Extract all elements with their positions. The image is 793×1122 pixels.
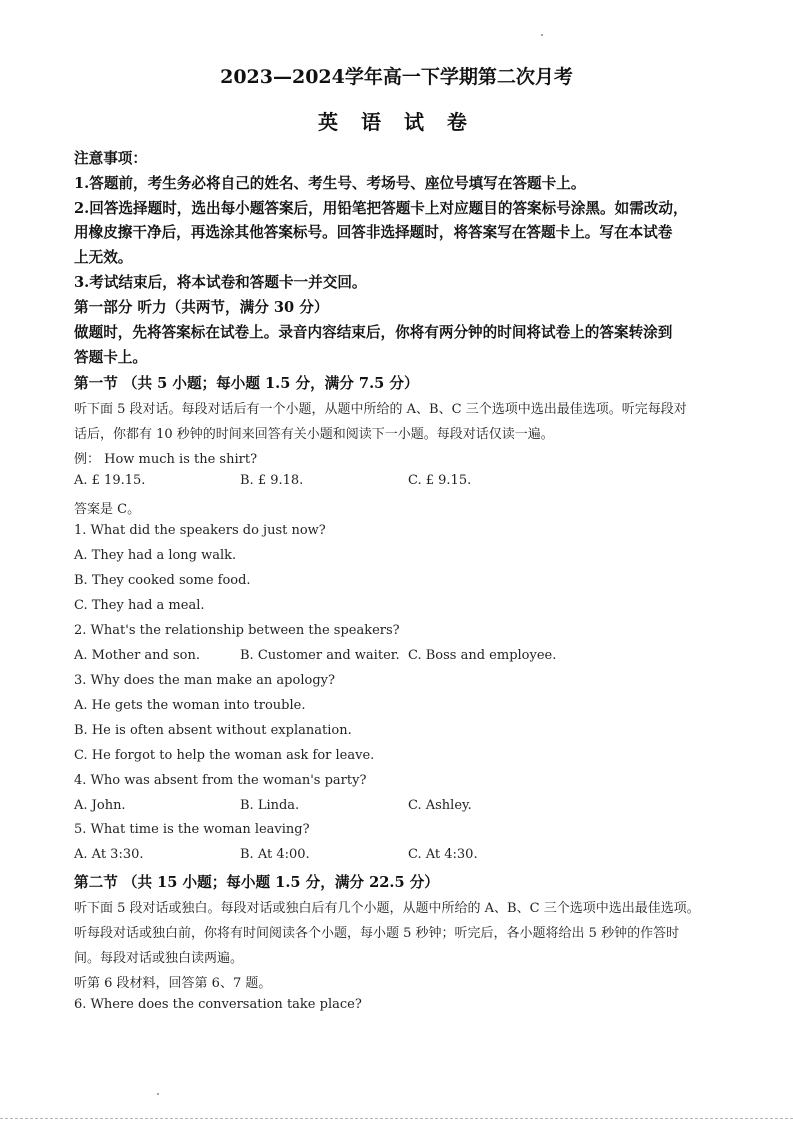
question-4: 4. Who was absent from the woman's party? — [74, 773, 367, 788]
question-4-option-c: C. Ashley. — [408, 798, 472, 813]
scan-speck — [541, 34, 543, 36]
section1-instructions-line-1: 听下面 5 段对话。每段对话后有一个小题，从题中所给的 A、B、C 三个选项中选出最佳选项。听完每段对 — [74, 402, 687, 417]
question-2: 2. What's the relationship between the speakers? — [74, 623, 400, 638]
question-2-option-a: A. Mother and son. — [74, 648, 201, 663]
section1-instructions-line-2: 话后，你都有 10 秒钟的时间来回答有关小题和阅读下一小题。每段对话仅读一遍。 — [74, 427, 554, 442]
question-1: 1. What did the speakers do just now? — [74, 523, 326, 538]
question-3-option-b: B. He is often absent without explanation. — [74, 723, 352, 738]
part1-intro-line-1: 做题时，先将答案标在试卷上。录音内容结束后，你将有两分钟的时间将试卷上的答案转涂到 — [74, 324, 673, 341]
section2-instructions-line-2: 听每段对话或独白前，你将有时间阅读各个小题，每小题 5 秒钟；听完后，各小题将给出 5 秒钟的作答时 — [74, 926, 680, 941]
question-3-option-c: C. He forgot to help the woman ask for leave. — [74, 748, 375, 763]
question-2-option-b: B. Customer and waiter. — [240, 648, 400, 663]
exam-title: 2023—2024学年高一下学期第二次月考 — [220, 66, 573, 88]
notice-item-2-line-3: 上无效。 — [74, 249, 133, 266]
question-5-option-c: C. At 4:30. — [408, 847, 478, 862]
scan-speck — [157, 1093, 159, 1095]
example-option-a: A. £ 19.15. — [74, 473, 146, 488]
question-1-option-a: A. They had a long walk. — [74, 548, 237, 563]
question-5: 5. What time is the woman leaving? — [74, 822, 310, 837]
page-bottom-rule — [0, 1118, 793, 1119]
question-4-option-b: B. Linda. — [240, 798, 300, 813]
notice-item-2-line-2: 用橡皮擦干净后，再选涂其他答案标号。回答非选择题时，将答案写在答题卡上。写在本试卷 — [74, 224, 673, 241]
notice-item-2-line-1: 2.回答选择题时，选出每小题答案后，用铅笔把答题卡上对应题目的答案标号涂黑。如需改动， — [74, 200, 688, 217]
example-question: 例： How much is the shirt? — [74, 452, 258, 467]
notice-item-1: 1.答题前，考生务必将自己的姓名、考生号、考场号、座位号填写在答题卡上。 — [74, 175, 586, 192]
material-6-note: 听第 6 段材料，回答第 6、7 题。 — [74, 976, 272, 991]
notice-item-3: 3.考试结束后，将本试卷和答题卡一并交回。 — [74, 274, 367, 291]
question-3-option-a: A. He gets the woman into trouble. — [74, 698, 306, 713]
question-2-option-c: C. Boss and employee. — [408, 648, 557, 663]
question-4-option-a: A. John. — [74, 798, 126, 813]
section2-instructions-line-3: 间。每段对话或独白读两遍。 — [74, 951, 244, 966]
exam-subtitle: 英 语 试 卷 — [318, 110, 475, 134]
example-answer: 答案是 C。 — [74, 502, 141, 517]
part1-intro-line-2: 答题卡上。 — [74, 349, 147, 366]
example-option-b: B. £ 9.18. — [240, 473, 304, 488]
notice-heading: 注意事项： — [74, 150, 147, 167]
question-5-option-b: B. At 4:00. — [240, 847, 310, 862]
question-1-option-c: C. They had a meal. — [74, 598, 205, 613]
question-3: 3. Why does the man make an apology? — [74, 673, 335, 688]
question-1-option-b: B. They cooked some food. — [74, 573, 251, 588]
section1-heading: 第一节 （共 5 小题；每小题 1.5 分，满分 7.5 分） — [74, 375, 419, 392]
example-option-c: C. £ 9.15. — [408, 473, 472, 488]
section2-heading: 第二节 （共 15 小题；每小题 1.5 分，满分 22.5 分） — [74, 874, 439, 891]
part1-heading: 第一部分 听力（共两节，满分 30 分） — [74, 299, 329, 316]
section2-instructions-line-1: 听下面 5 段对话或独白。每段对话或独白后有几个小题，从题中所给的 A、B、C 三个选项中选出最佳选项。 — [74, 901, 700, 916]
question-6: 6. Where does the conversation take place? — [74, 997, 362, 1012]
question-5-option-a: A. At 3:30. — [74, 847, 144, 862]
